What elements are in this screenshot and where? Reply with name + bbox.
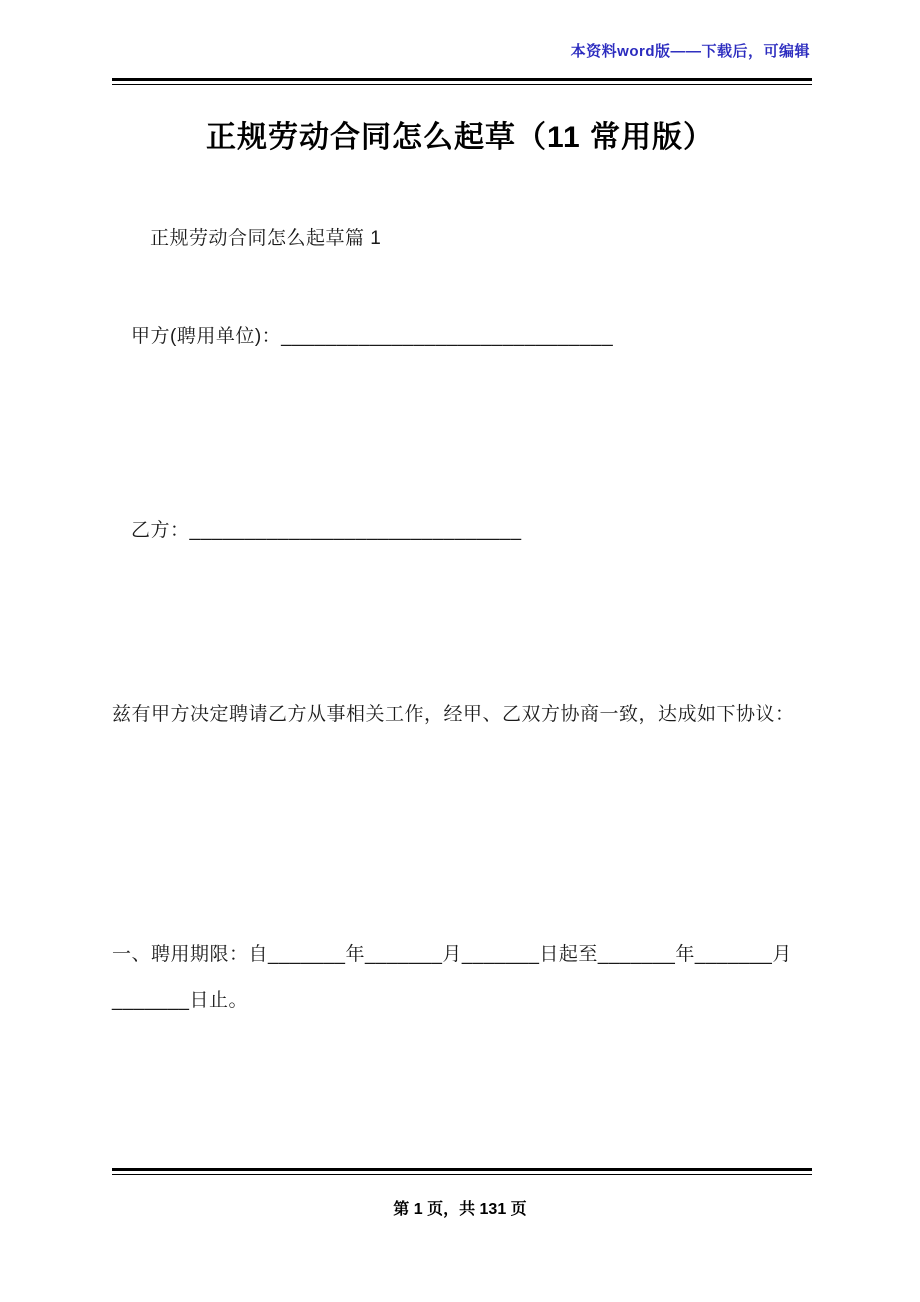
header-watermark: 本资料word版——下载后，可编辑 (570, 43, 810, 60)
document-subtitle: 正规劳动合同怎么起草篇 1 (150, 228, 382, 249)
page-title: 正规劳动合同怎么起草（11 常用版） (205, 121, 715, 154)
footer-page-number: 第 1 页，共 131 页 (393, 1201, 527, 1218)
agreement-intro-paragraph: 兹有甲方决定聘请乙方从事相关工作，经甲、乙双方协商一致，达成如下协议： (112, 704, 795, 725)
party-b-field: 乙方：______________________________ (131, 520, 522, 541)
footer-divider (112, 1168, 812, 1175)
header-divider (112, 78, 812, 85)
clause-employment-term: 一、聘用期限：自_______年_______月_______日起至_______年_______月_______日止。 (112, 944, 792, 1011)
party-a-field: 甲方(聘用单位)：______________________________ (131, 326, 614, 347)
